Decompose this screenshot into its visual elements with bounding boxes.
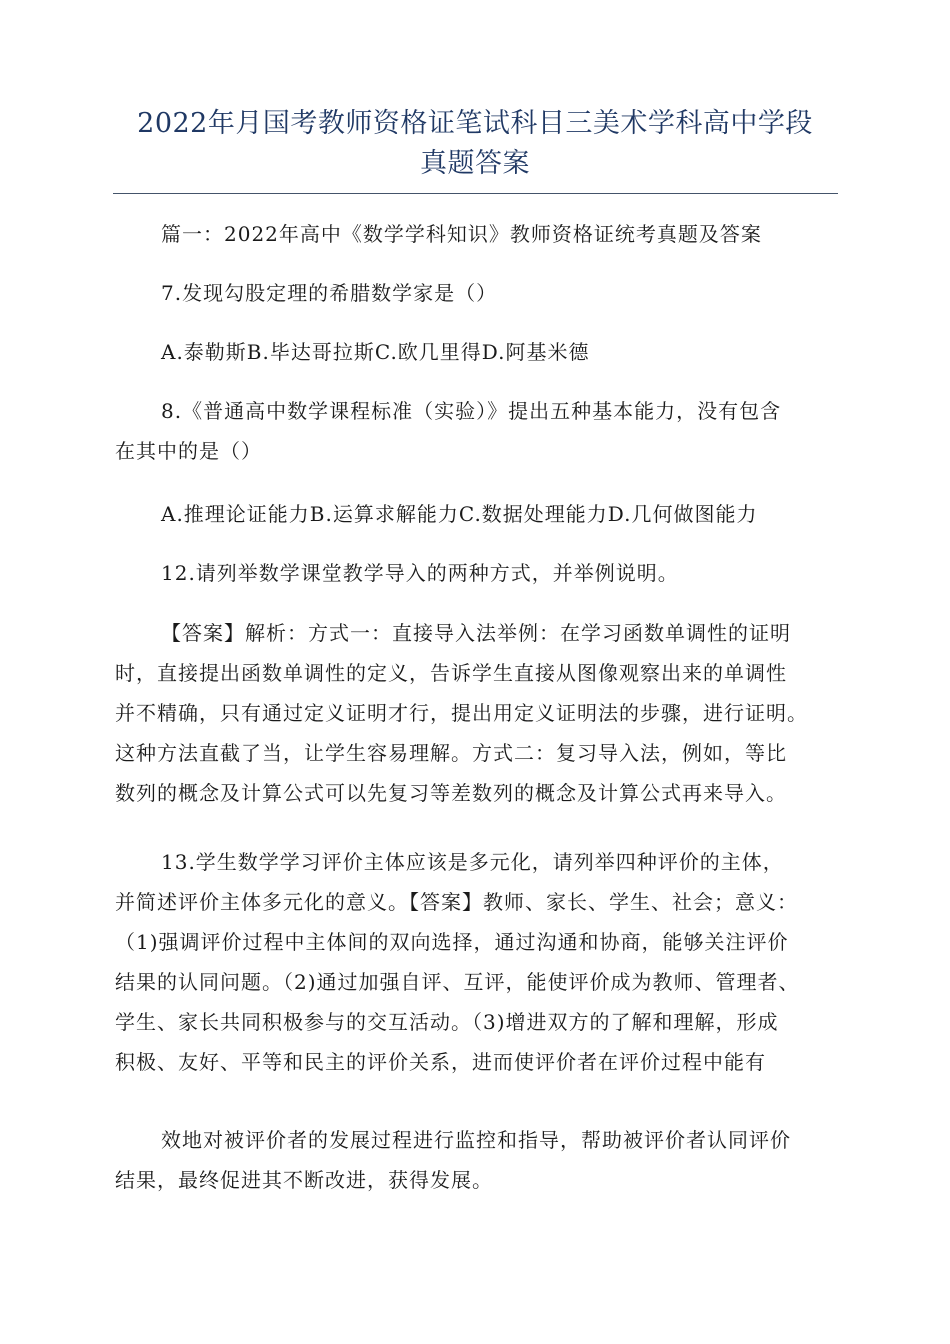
paragraph-text: 篇一：2022年高中《数学学科知识》教师资格证统考真题及答案 xyxy=(161,222,762,246)
paragraph-options-8 xyxy=(115,494,835,534)
paragraph-question-12 xyxy=(115,553,835,593)
title-line-2: 真题答案 xyxy=(420,148,530,179)
paragraph-text: 12.请列举数学课堂教学导入的两种方式，并举例说明。 xyxy=(161,561,679,585)
paragraph-line: 并不精确，只有通过定义证明才行，提出用定义证明法的步骤，进行证明。 xyxy=(115,701,808,725)
paragraph-text: 7.发现勾股定理的希腊数学家是（） xyxy=(161,281,498,305)
paragraph-answer-13-continued xyxy=(115,1120,835,1200)
paragraph-line: 13.学生数学学习评价主体应该是多元化，请列举四种评价的主体， xyxy=(161,850,784,874)
paragraph-options-7 xyxy=(115,332,835,372)
paragraph-line: （1)强调评价过程中主体间的双向选择，通过沟通和协商，能够关注评价 xyxy=(115,930,789,954)
paragraph-answer-12 xyxy=(115,613,835,813)
paragraph-line: 结果，最终促进其不断改进，获得发展。 xyxy=(115,1168,493,1192)
paragraph-line: 8.《普通高中数学课程标准（实验）》提出五种基本能力，没有包含 xyxy=(161,399,782,423)
paragraph-question-8 xyxy=(115,391,835,471)
title-line-1: 2022年月国考教师资格证笔试科目三美术学科高中学段 xyxy=(137,108,813,139)
paragraph-line: 数列的概念及计算公式可以先复习等差数列的概念及计算公式再来导入。 xyxy=(115,781,787,805)
paragraph-line: 在其中的是（） xyxy=(115,439,262,463)
paragraph-line: 结果的认同问题。（2)通过加强自评、互评，能使评价成为教师、管理者、 xyxy=(115,970,800,994)
paragraph-section-heading xyxy=(115,214,835,254)
paragraph-text: A.泰勒斯B.毕达哥拉斯C.欧几里得D.阿基米德 xyxy=(161,340,590,364)
paragraph-line: 并简述评价主体多元化的意义。【答案】教师、家长、学生、社会；意义： xyxy=(115,890,798,914)
paragraph-line: 【答案】解析：方式一：直接导入法举例：在学习函数单调性的证明 xyxy=(161,621,791,645)
paragraph-text: A.推理论证能力B.运算求解能力C.数据处理能力D.几何做图能力 xyxy=(161,502,758,526)
paragraph-line: 这种方法直截了当，让学生容易理解。方式二：复习导入法，例如，等比 xyxy=(115,741,787,765)
paragraph-line: 积极、友好、平等和民主的评价关系，进而使评价者在评价过程中能有 xyxy=(115,1050,766,1074)
document-title xyxy=(110,104,840,184)
paragraph-question-7 xyxy=(115,273,835,313)
title-divider xyxy=(113,193,838,194)
paragraph-line: 时，直接提出函数单调性的定义，告诉学生直接从图像观察出来的单调性 xyxy=(115,661,787,685)
paragraph-line: 效地对被评价者的发展过程进行监控和指导，帮助被评价者认同评价 xyxy=(161,1128,791,1152)
paragraph-line: 学生、家长共同积极参与的交互活动。（3)增进双方的了解和理解，形成 xyxy=(115,1010,779,1034)
paragraph-question-13 xyxy=(115,842,835,1082)
